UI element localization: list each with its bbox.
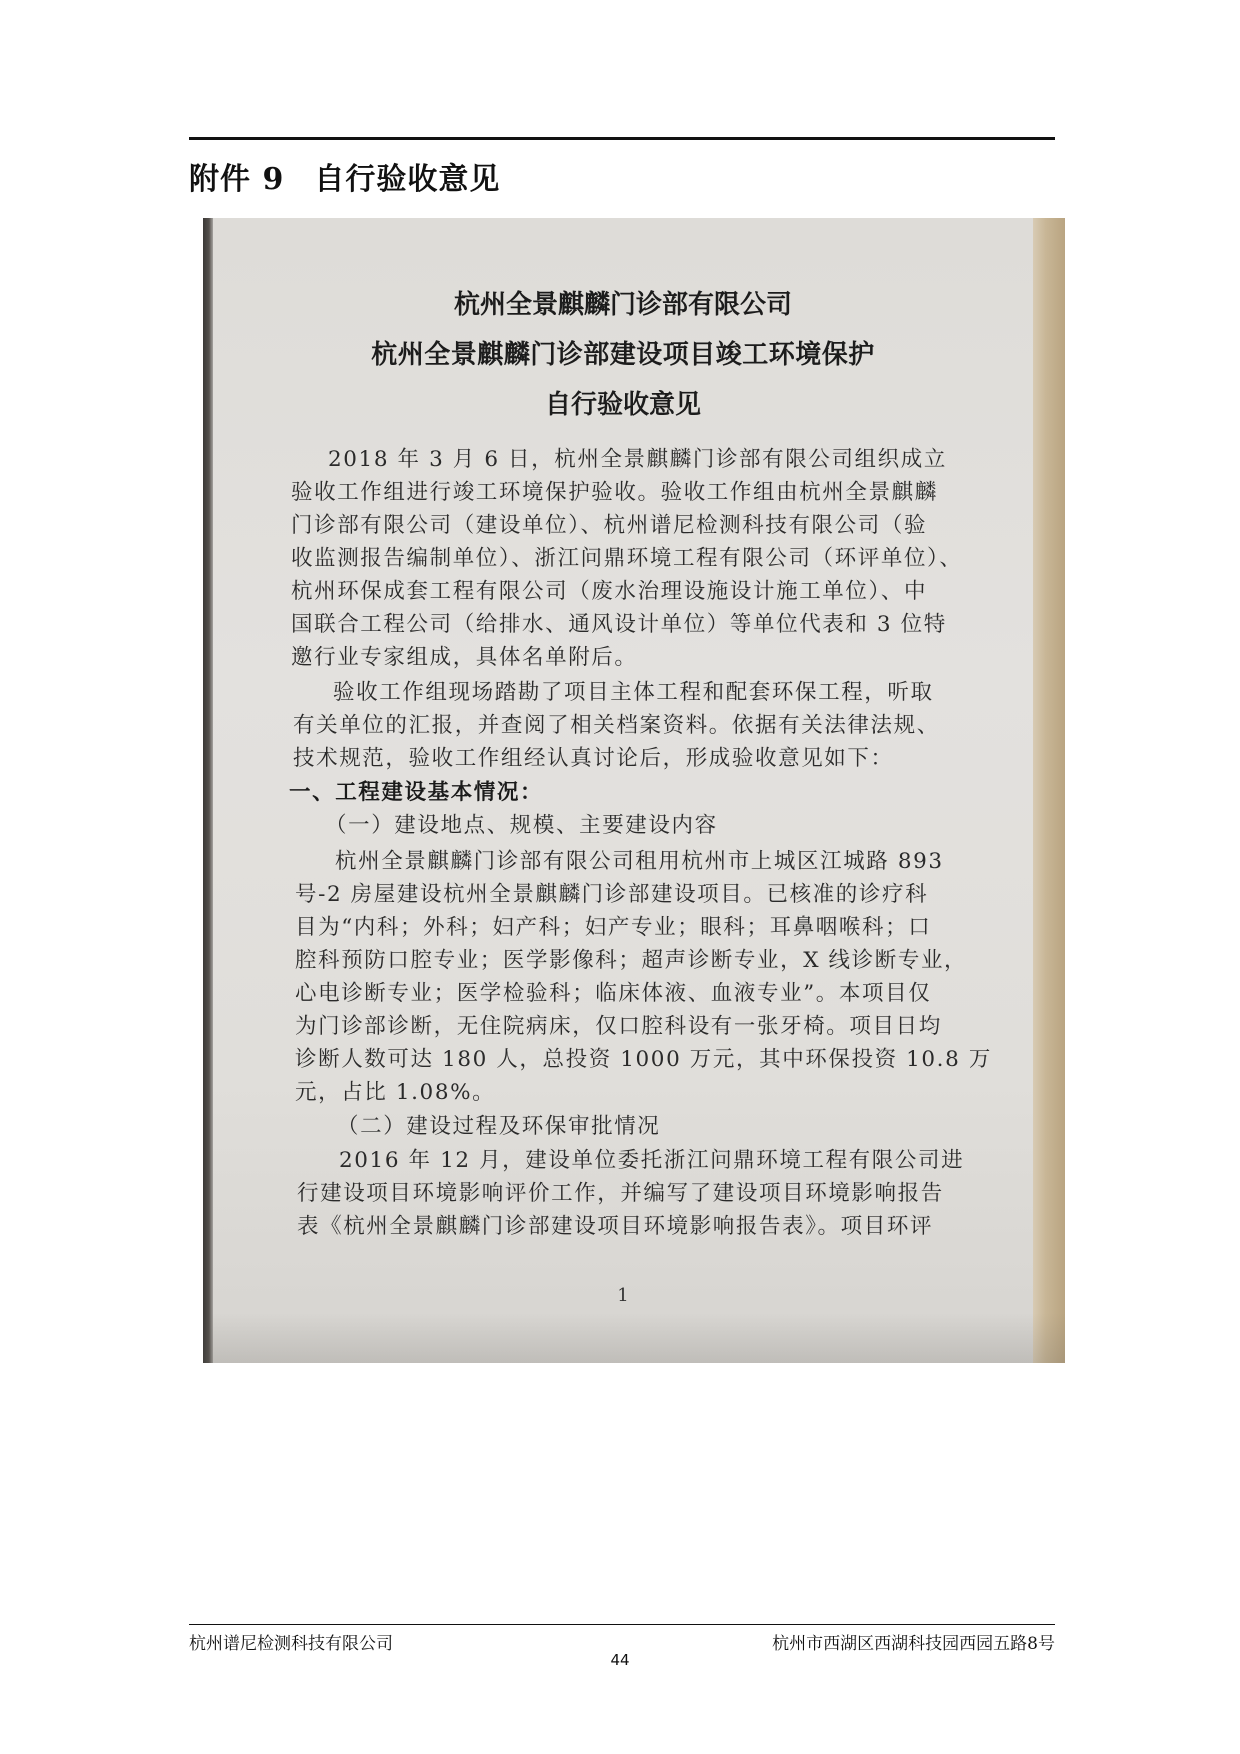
doc-subsection-heading: （一）建设地点、规模、主要建设内容 (325, 813, 718, 838)
doc-body-line: 验收工作组进行竣工环境保护验收。验收工作组由杭州全景麒麟 (291, 480, 938, 505)
doc-body-line: 门诊部有限公司（建设单位）、杭州谱尼检测科技有限公司（验 (291, 513, 928, 538)
doc-body-line: 杭州全景麒麟门诊部有限公司租用杭州市上城区江城路 893 (335, 849, 944, 874)
doc-body-line: 技术规范，验收工作组经认真讨论后，形成验收意见如下： (293, 746, 894, 771)
doc-body-line: 心电诊断专业；医学检验科；临床体液、血液专业”。本项目仅 (295, 981, 932, 1006)
footer-company: 杭州谱尼检测科技有限公司 (189, 1634, 393, 1654)
doc-body-line: 收监测报告编制单位）、浙江问鼎环境工程有限公司（环评单位）、 (291, 546, 963, 571)
footer-page-number: 44 (610, 1651, 630, 1669)
doc-body-line: 元，占比 1.08%。 (295, 1080, 496, 1105)
photo-paper-sheet (213, 218, 1033, 1363)
doc-body-line: 2018 年 3 月 6 日，杭州全景麒麟门诊部有限公司组织成立 (328, 447, 947, 472)
doc-body-line: 目为“内科；外科；妇产科；妇产专业；眼科；耳鼻咽喉科；口 (295, 915, 932, 940)
doc-body-line: 国联合工程公司（给排水、通风设计单位）等单位代表和 3 位特 (291, 612, 947, 637)
photo-shadow (203, 1313, 1065, 1363)
doc-body-line: 腔科预防口腔专业；医学影像科；超声诊断专业，X 线诊断专业， (295, 948, 968, 973)
doc-body-line: 号-2 房屋建设杭州全景麒麟门诊部建设项目。已核准的诊疗科 (295, 882, 929, 907)
doc-section-heading: 一、工程建设基本情况： (289, 780, 544, 805)
attachment-heading (189, 154, 500, 198)
document-photo (203, 218, 1065, 1363)
doc-body-line: 验收工作组现场踏勘了项目主体工程和配套环保工程，听取 (333, 680, 934, 705)
doc-body-line: 行建设项目环境影响评价工作，并编写了建设项目环境影响报告 (297, 1181, 944, 1206)
footer-rule (189, 1624, 1055, 1625)
photo-page-number: 1 (617, 1285, 629, 1306)
doc-body-line: 为门诊部诊断，无住院病床，仅口腔科设有一张牙椅。项目日均 (295, 1014, 942, 1039)
doc-body-line: 杭州环保成套工程有限公司（废水治理设施设计施工单位）、中 (291, 579, 928, 604)
footer-address: 杭州市西湖区西湖科技园西园五路8号 (772, 1634, 1055, 1654)
attachment-label: 附件 9 (189, 162, 285, 197)
doc-body-line: 邀行业专家组成，具体名单附后。 (291, 645, 638, 670)
doc-subsection-heading: （二）建设过程及环保审批情况 (337, 1114, 661, 1139)
doc-body-line: 2016 年 12 月，建设单位委托浙江问鼎环境工程有限公司进 (339, 1148, 965, 1173)
attachment-title: 自行验收意见 (314, 162, 501, 197)
header-rule (189, 137, 1055, 140)
doc-body-line: 有关单位的汇报，并查阅了相关档案资料。依据有关法律法规、 (293, 713, 940, 738)
doc-title-line: 杭州全景麒麟门诊部有限公司 (453, 290, 792, 320)
doc-title-line: 自行验收意见 (544, 390, 701, 420)
photo-desk-edge (1033, 218, 1065, 1363)
doc-title-line: 杭州全景麒麟门诊部建设项目竣工环境保护 (371, 340, 875, 370)
doc-body-line: 诊断人数可达 180 人，总投资 1000 万元，其中环保投资 10.8 万 (295, 1047, 992, 1072)
doc-body-line: 表《杭州全景麒麟门诊部建设项目环境影响报告表》。项目环评 (297, 1214, 934, 1239)
